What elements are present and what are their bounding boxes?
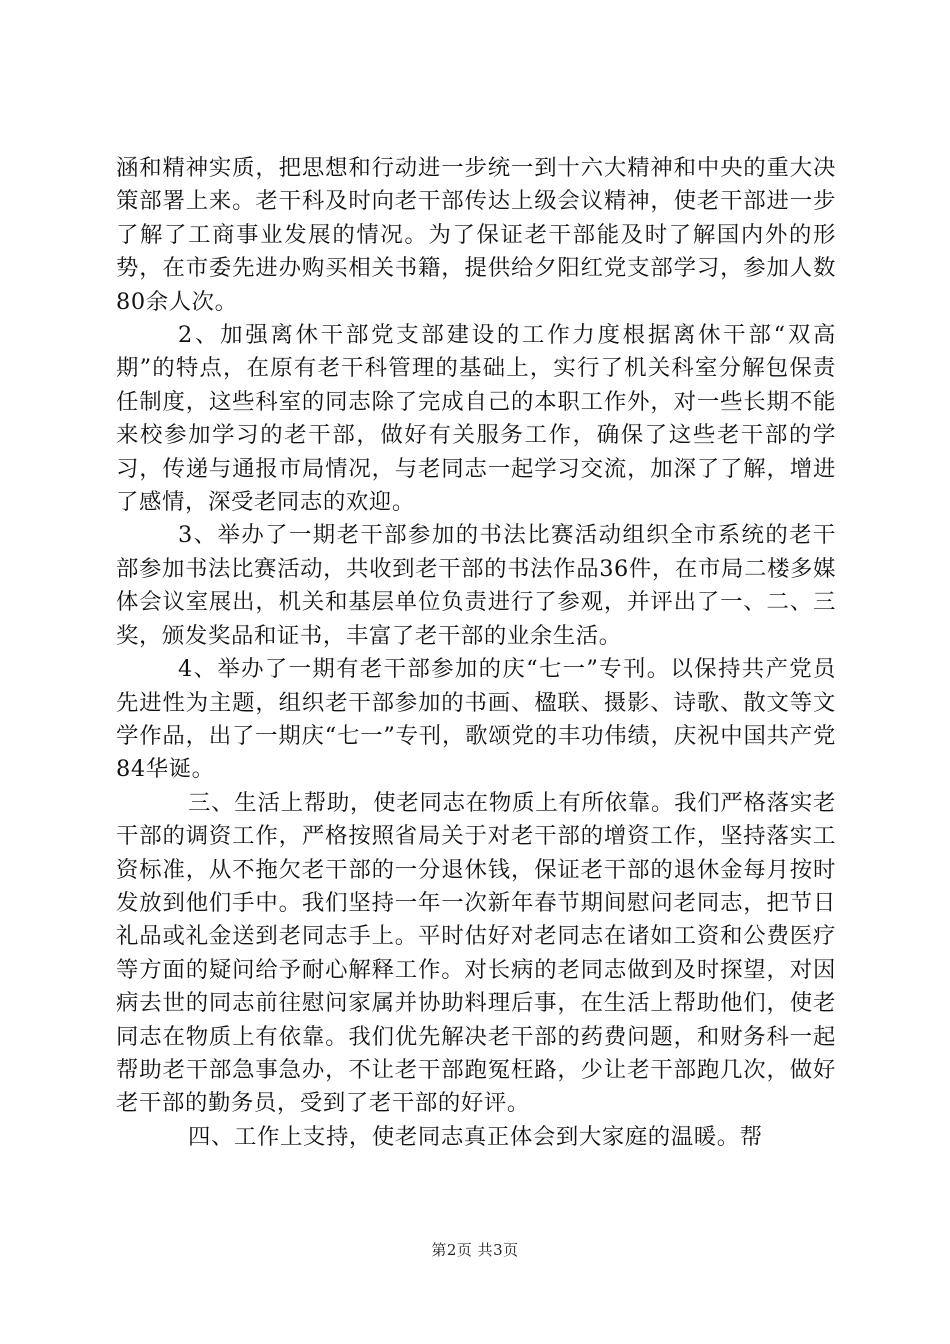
page-number-footer: 第2页 共3页	[431, 1241, 519, 1259]
paragraph-item-3: 3、举办了一期老干部参加的书法比赛活动组织全市系统的老干部参加书法比赛活动，共收到老干部的书法作品36件，在市局二楼多媒体会议室展出，机关和基层单位负责进行了参观，并评出了一、二、三奖，颁发奖品和证书，丰富了老干部的业余生活。	[116, 522, 836, 649]
paragraph-continuation: 涵和精神实质，把思想和行动进一步统一到十六大精神和中央的重大决策部署上来。老干科及时向老干部传达上级会议精神，使老干部进一步了解了工商事业发展的情况。为了保证老干部能及时了解国内外的形势，在市委先进办购买相关书籍，提供给夕阳红党支部学习，参加人数80余人次。	[116, 155, 836, 315]
paragraph-section-3: 三、生活上帮助，使老同志在物质上有所依靠。我们严格落实老干部的调资工作，严格按照省局关于对老干部的增资工作，坚持落实工资标准，从不拖欠老干部的一分退休钱，保证老干部的退休金每月按时发放到他们手中。我们坚持一年一次新年春节期间慰问老同志，把节日礼品或礼金送到老同志手上。平时估好对老同志在诸如工资和公费医疗等方面的疑问给予耐心解释工作。对长病的老同志做到及时探望，对因病去世的同志前往慰问家属并协助料理后事，在生活上帮助他们，使老同志在物质上有依靠。我们优先解决老干部的药费问题，和财务科一起帮助老干部急事急办，不让老干部跑冤枉路，少让老干部跑几次，做好老干部的勤务员，受到了老干部的好评。	[116, 789, 836, 1117]
document-body	[116, 152, 836, 1154]
paragraph-item-2: 2、加强离休干部党支部建设的工作力度根据离休干部“双高期”的特点，在原有老干科管理的基础上，实行了机关科室分解包保责任制度，这些科室的同志除了完成自己的本职工作外，对一些长期不能来校参加学习的老干部，做好有关服务工作，确保了这些老干部的学习，传递与通报市局情况，与老同志一起学习交流，加深了了解，增进了感情，深受老同志的欢迎。	[116, 322, 836, 516]
paragraph-section-4: 四、工作上支持，使老同志真正体会到大家庭的温暖。帮	[188, 1123, 763, 1150]
paragraph-item-4: 4、举办了一期有老干部参加的庆“七一”专刊。以保持共产党员先进性为主题，组织老干部参加的书画、楹联、摄影、诗歌、散文等文学作品，出了一期庆“七一”专刊，歌颂党的丰功伟绩，庆祝中国共产党84华诞。	[116, 656, 836, 783]
